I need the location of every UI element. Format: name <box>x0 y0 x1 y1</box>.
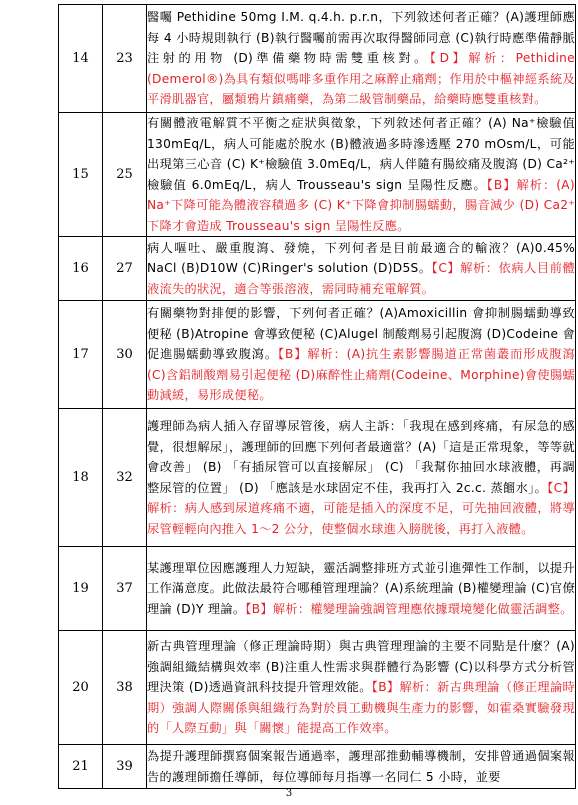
question-number: 38 <box>103 631 147 745</box>
question-number: 23 <box>103 5 147 113</box>
answer-explanation: 【B】解析：權變理論強調管理應依據環境變化做靈活調整。 <box>245 601 573 616</box>
question-cell <box>147 631 576 745</box>
table-row <box>59 5 576 113</box>
answer-explanation: 【C】解析：依病人目前體液流失的狀況，適合等張溶液，需同時補充電解質。 <box>147 261 575 296</box>
question-text: 病人嘔吐、嚴重腹瀉、發燒，下列何者是目前最適合的輸液？(A)0.45% NaCl (B)D10W (C)Ringer's solution (D)D5S。 <box>147 240 575 276</box>
row-index: 18 <box>59 409 103 547</box>
question-cell <box>147 547 576 631</box>
table-row <box>59 631 576 745</box>
question-number: 25 <box>103 113 147 237</box>
row-index: 16 <box>59 237 103 301</box>
question-number: 37 <box>103 547 147 631</box>
row-index: 20 <box>59 631 103 745</box>
question-number: 39 <box>103 745 147 789</box>
question-cell <box>147 113 576 237</box>
question-number: 32 <box>103 409 147 547</box>
question-text: 新古典管理理論（修正理論時期）與古典管理理論的主要不同點是什麼？(A)強調組織結構與效率 (B)注重人性需求與群體行為影響 (C)以科學方式分析管理決策 (D)透過資訊科技提升管理效能。 <box>147 639 575 695</box>
answer-explanation: 【D】解析：Pethidine (Demerol®)為具有類似嗎啡多重作用之麻醉止痛劑；作用於中樞神經系統及平滑肌器官，屬類鴉片鎮痛藥，為第二級管制藥品，給藥時應雙重核對。 <box>147 51 575 107</box>
table-row <box>59 409 576 547</box>
question-text: 護理師為病人插入存留導尿管後，病人主訴：「我現在感到疼痛，有尿急的感覺，很想解尿」，護理師的回應下列何者最適當？(A)「這是正常現象，等等就會改善」 (B) 「有插尿管可以直接解尿」 (C) 「我幫你抽回水球液體，再調整尿管的位置」 (D) 「應該是水球固定不佳，我再打入 2c.c. 蒸餾水」。 <box>147 419 575 495</box>
row-index: 14 <box>59 5 103 113</box>
question-cell <box>147 409 576 547</box>
question-table <box>58 4 576 789</box>
question-text: 醫囑 Pethidine 50mg I.M. q.4.h. p.r.n，下列敘述何者正確？(A)護理師應每 4 小時規則執行 (B)執行醫囑前需再次取得醫師同意 (C)執行時應準備靜脈注射的用物 (D)準備藥物時需雙重核對。 <box>147 10 575 66</box>
table-row <box>59 745 576 789</box>
question-number: 30 <box>103 301 147 409</box>
row-index: 17 <box>59 301 103 409</box>
answer-explanation: 【C】解析：病人感到尿道疼痛不適，可能是插入的深度不足，可先抽回液體，將導尿管輕輕向內推入 1～2 公分，使整個水球進入膀胱後，再打入液體。 <box>147 480 575 536</box>
question-text: 有關體液電解質不平衡之症狀與徵象，下列敘述何者正確？(A) Na⁺檢驗值 130mEq/L，病人可能處於脫水 (B)體液過多時滲透壓 270 mOsm/L，可能出現第三心音 (C) K⁺檢驗值 3.0mEq/L，病人伴隨有腸絞痛及腹瀉 (D) Ca²⁺檢驗值 6.0mEq/L，病人 Trousseau's sign 呈陽性反應。 <box>147 116 575 192</box>
table-row <box>59 237 576 301</box>
question-text: 某護理單位因應護理人力短缺，靈活調整排班方式並引進彈性工作制，以提升工作滿意度。此做法最符合哪種管理理論？(A)系統理論 (B)權變理論 (C)官僚理論 (D)Y 理論。 <box>147 560 575 616</box>
question-cell <box>147 237 576 301</box>
question-text: 為提升護理師撰寫個案報告通過率，護理部推動輔導機制，安排曾通過個案報告的護理師擔任導師，每位導師每月指導一名同仁 5 小時，並要 <box>147 749 575 784</box>
row-index: 21 <box>59 745 103 789</box>
answer-explanation: 【B】解析：(A) Na⁺下降可能為體液容積過多 (C) K⁺下降會抑制腸蠕動，腸音減少 (D) Ca2⁺下降才會造成 Trousseau's sign 呈陽性反應。 <box>147 177 575 233</box>
row-index: 19 <box>59 547 103 631</box>
answer-explanation: 【B】解析：(A)抗生素影響腸道正常菌叢而形成腹瀉 (C)含鋁制酸劑易引起便秘 (D)麻醉性止痛劑(Codeine、Morphine)會使腸蠕動減緩，易形成便秘。 <box>147 347 576 403</box>
question-cell <box>147 301 576 409</box>
question-text: 有關藥物對排便的影響，下列何者正確？(A)Amoxicillin 會抑制腸蠕動導致便秘 (B)Atropine 會導致便秘 (C)Alugel 制酸劑易引起腹瀉 (D)Codeine 會促進腸蠕動導致腹瀉。 <box>147 306 575 362</box>
question-cell <box>147 5 576 113</box>
table-row <box>59 547 576 631</box>
page-number: 3 <box>285 788 293 799</box>
table-row <box>59 301 576 409</box>
row-index: 15 <box>59 113 103 237</box>
answer-explanation: 【B】解析：新古典理論（修正理論時期）強調人際關係與組織行為對於員工動機與生產力的影響，如霍桑實驗發現的「人際互動」與「關懷」能提高工作效率。 <box>147 680 575 736</box>
question-cell <box>147 745 576 789</box>
question-number: 27 <box>103 237 147 301</box>
table-row <box>59 113 576 237</box>
